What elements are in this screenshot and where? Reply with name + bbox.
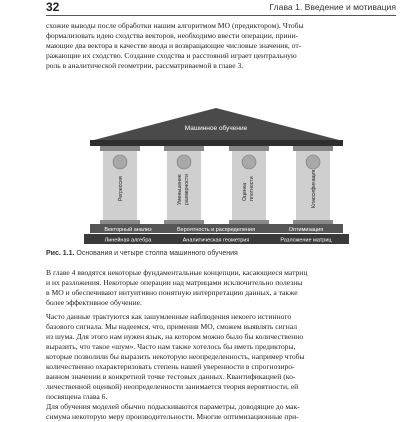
paragraph-matrices	[46, 268, 396, 308]
text-line: ванном значении в конкретной точке тестовых данных. Квантификацией (ко-	[46, 372, 296, 381]
base-label: Векторный анализ	[104, 227, 152, 233]
regression-icon	[113, 155, 127, 169]
text-line: личественной оценкой) неопределенности занимается теория вероятности, ей	[46, 382, 299, 391]
page-number: 32	[46, 0, 60, 14]
text-line: формализовать идею сходства векторов, необходимо ввести операции, прини-	[46, 31, 299, 40]
text-line: Часто данные трактуются как зашумленные наблюдения некоего истинного	[46, 312, 292, 321]
text-line: мающие два вектора в качестве ввода и возвращающие числовые значения, от-	[46, 41, 302, 50]
text-line: В главе 4 вводятся некоторые фундаментальные концепции, касающиеся матриц	[46, 268, 308, 277]
pillar-label: Уменьшение	[177, 174, 183, 205]
density-estimation-icon	[242, 155, 256, 169]
pillar-dimensionality-reduction	[164, 146, 204, 224]
text-line: Для обучения моделей обычно подыскиваются параметры, доводящие до мак-	[46, 402, 300, 411]
roof-label: Машинное обучение	[184, 125, 248, 132]
roof-pediment	[94, 108, 339, 140]
caption-prefix: Рис. 1.1.	[46, 250, 75, 257]
base-label: Линейная алгебра	[104, 237, 152, 244]
text-line: и их разложения. Некоторые операции над матрицами исключительно полезны	[46, 278, 303, 287]
paragraph-intro	[46, 21, 396, 71]
paragraph-noise	[46, 312, 396, 402]
pillar-label-line2: размерности	[184, 173, 190, 205]
base-label: Аналитическая геометрия	[182, 237, 250, 244]
base-label: Вероятность и распределения	[177, 227, 255, 233]
pillar-classification	[293, 146, 333, 224]
text-line: выразить, что такое «шум». Часто нам также хотелось бы иметь предикторы,	[46, 342, 296, 351]
text-line: роль в аналитической геометрии, рассматриваемой в главе 3.	[46, 61, 244, 70]
text-line: количественно охарактеризовать степень нашей уверенности в спрогнозиро-	[46, 362, 295, 371]
classification-icon	[306, 155, 320, 169]
paragraph-optimization	[46, 402, 396, 422]
caption-text: Основания и четыре столпа машинного обучения	[74, 250, 238, 257]
pillar-label: Регрессия	[118, 176, 124, 201]
text-line: ражающие их сходство. Создание сходства и расстояний играет центральную	[46, 51, 297, 60]
pillar-label: Оценка	[242, 183, 248, 201]
roof-beam	[90, 140, 343, 146]
base-label: Оптимизация	[288, 227, 324, 233]
chapter-title: Глава 1. Введение и мотивация	[269, 2, 396, 12]
dimensionality-reduction-icon	[177, 155, 191, 169]
base-label: Разложение матриц	[280, 237, 332, 244]
pillar-regression	[100, 146, 140, 224]
pillar-label-line2: плотности	[249, 176, 255, 201]
text-line: из шума. Для этого нам нужен язык, на котором можно было бы количественно	[46, 332, 304, 341]
text-line: схожие выводы после обработки нашим алгоритмом МО (предиктором). Чтобы	[46, 21, 304, 30]
text-line: посвящена глава 6.	[46, 392, 108, 401]
header-rule	[46, 15, 396, 16]
pillar-density-estimation	[229, 146, 269, 224]
text-line: симума некоторую меру производительности. Многие оптимизационные при-	[46, 412, 299, 421]
text-line: которые позволили бы выразить некоторую неопределенность, например чтобы	[46, 352, 305, 361]
pillar-label: Классификация	[311, 169, 317, 208]
text-line: базового сигнала. Мы надеемся, что, применив МО, сможем выявлять сигнал	[46, 322, 298, 331]
running-header	[46, 0, 396, 14]
text-line: в МО и обеспечивают интуитивно понятную интерпретацию данных, а также	[46, 288, 298, 297]
text-line: более эффективное обучение.	[46, 298, 142, 307]
figure-caption	[46, 249, 396, 258]
pillars-figure	[84, 106, 349, 246]
